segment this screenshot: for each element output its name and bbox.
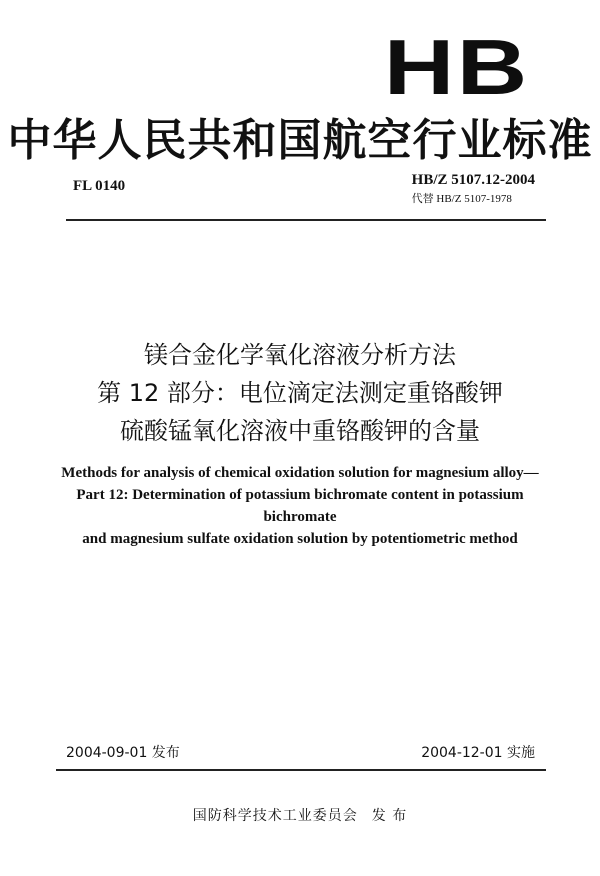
standard-category-title: 中华人民共和国航空行业标准 [7,115,593,166]
issue-date: 2004-09-01 发布 [66,745,180,761]
implementation-date: 2004-12-01 实施 [421,745,535,761]
english-title-line-3: and magnesium sulfate oxidation solution by potentiometric method [82,531,518,547]
publish-action: 发 布 [371,808,408,824]
header-divider [66,219,546,221]
publisher-name: 国防科学技术工业委员会 [192,808,358,824]
standard-number-block [412,172,535,206]
chinese-title-line-3: 硫酸锰氧化溶液中重铬酸钾的含量 [120,417,480,445]
classification-code: FL 0140 [73,178,126,194]
hb-logo: HB [384,23,530,111]
english-title [40,462,560,550]
replaces-note: 代替 HB/Z 5107-1978 [411,193,512,205]
standard-number: HB/Z 5107.12-2004 [411,172,535,188]
footer-divider [56,769,546,771]
chinese-title [0,336,600,450]
chinese-title-line-1: 镁合金化学氧化溶液分析方法 [144,341,456,369]
publisher-line [0,805,600,825]
chinese-title-line-2: 第 12 部分：电位滴定法测定重铬酸钾 [97,379,503,407]
english-title-line-2: Part 12: Determination of potassium bichromate content in potassium bichromate [76,487,524,525]
english-title-line-1: Methods for analysis of chemical oxidation solution for magnesium alloy— [61,465,539,481]
